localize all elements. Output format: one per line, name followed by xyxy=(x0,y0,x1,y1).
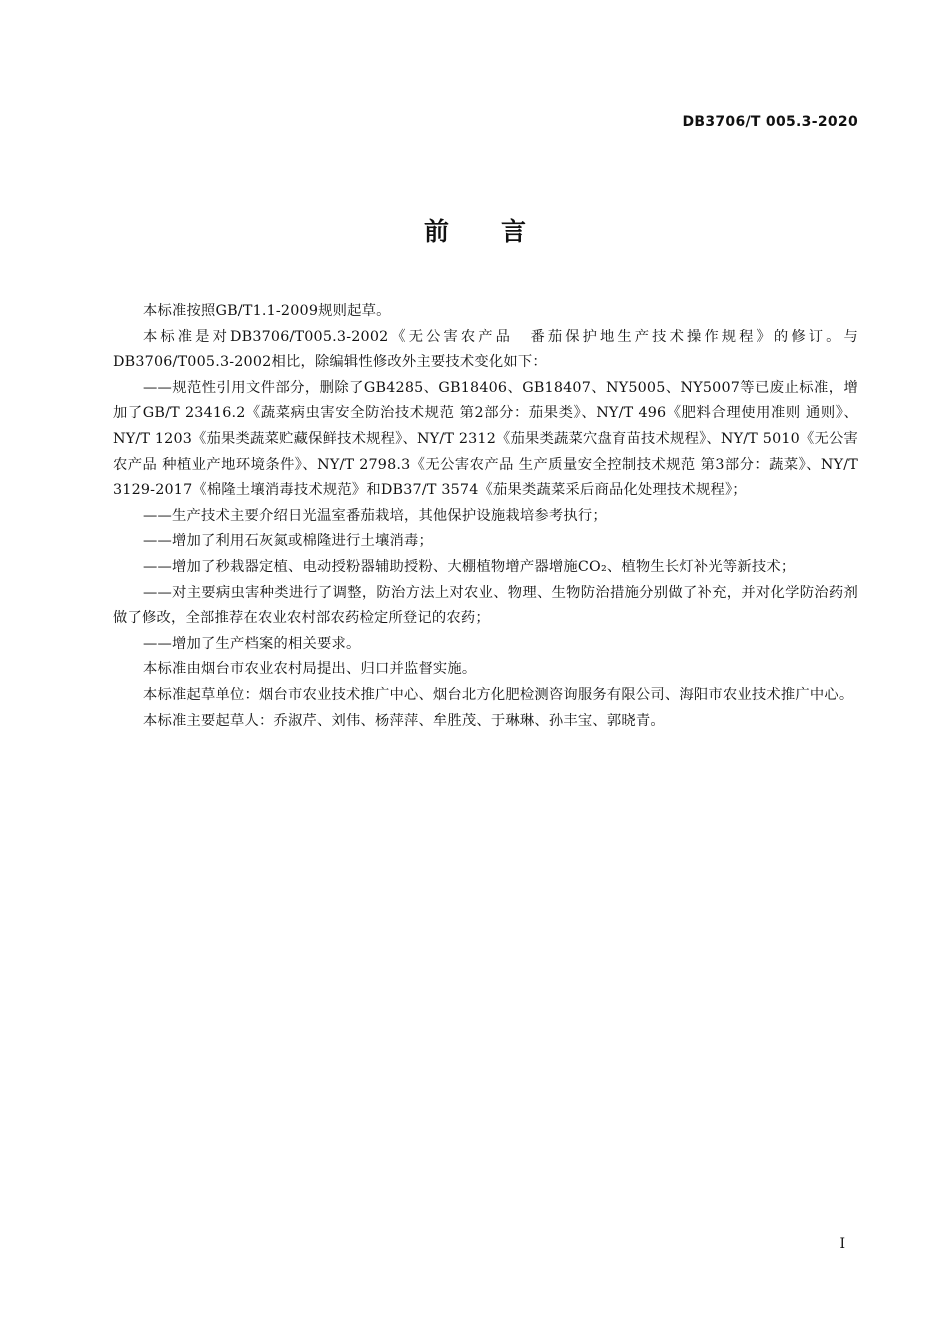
paragraph-change-production-records: ——增加了生产档案的相关要求。 xyxy=(143,635,361,652)
paragraph-change-soil-disinfection: ——增加了利用石灰氮或棉隆进行土壤消毒； xyxy=(143,533,433,550)
paragraph-drafters: 本标准主要起草人：乔淑芹、刘伟、杨萍萍、牟胜茂、于琳琳、孙丰宝、郭晓青。 xyxy=(143,712,665,729)
paragraph-change-new-techniques: ——增加了秒栽器定植、电动授粉器辅助授粉、大棚植物增产器增施CO₂、植物生长灯补光等新技术； xyxy=(143,558,796,575)
paragraph-change-pest-control: ——对主要病虫害种类进行了调整，防治方法上对农业、物理、生物防治措施分别做了补充，并对化学防治药剂做了修改，全部推荐在农业农村部农药检定所登记的农药； xyxy=(113,584,858,627)
document-code: DB3706/T 005.3-2020 xyxy=(682,114,858,130)
page-title: 前言 xyxy=(423,217,578,246)
document-body xyxy=(113,299,858,734)
paragraph-drafting-units: 本标准起草单位：烟台市农业技术推广中心、烟台北方化肥检测咨询服务有限公司、海阳市农业技术推广中心。 xyxy=(143,686,854,703)
paragraph-revision-summary: 本标准是对DB3706/T005.3-2002《无公害农产品 番茄保护地生产技术操作规程》的修订。与DB3706/T005.3-2002相比，除编辑性修改外主要技术变化如下： xyxy=(113,328,858,371)
page-number: I xyxy=(839,1236,845,1252)
paragraph-proposer: 本标准由烟台市农业农村局提出、归口并监督实施。 xyxy=(143,661,477,678)
paragraph-change-references: ——规范性引用文件部分，删除了GB4285、GB18406、GB18407、NY5005、NY5007等已废止标准，增加了GB/T 23416.2《蔬菜病虫害安全防治技术规范 第2部分：茄果类》、NY/T 496《肥料合理使用准则 通则》、NY/T 1203《茄果类蔬菜贮藏保鲜技术规程》、NY/T 2312《茄果类蔬菜穴盘育苗技术规程》、NY/T 5010《无公害农产品 种植业产地环境条件》、NY/T 2798.3《无公害农产品 生产质量安全控制技术规范 第3部分：蔬菜》、NY/T 3129-2017《棉隆土壤消毒技术规范》和DB37/T 3574《茄果类蔬菜采后商品化处理技术规程》； xyxy=(113,379,858,499)
paragraph-change-greenhouse: ——生产技术主要介绍日光温室番茄栽培，其他保护设施栽培参考执行； xyxy=(143,507,607,524)
paragraph-drafting-rule: 本标准按照GB/T1.1-2009规则起草。 xyxy=(143,303,391,319)
